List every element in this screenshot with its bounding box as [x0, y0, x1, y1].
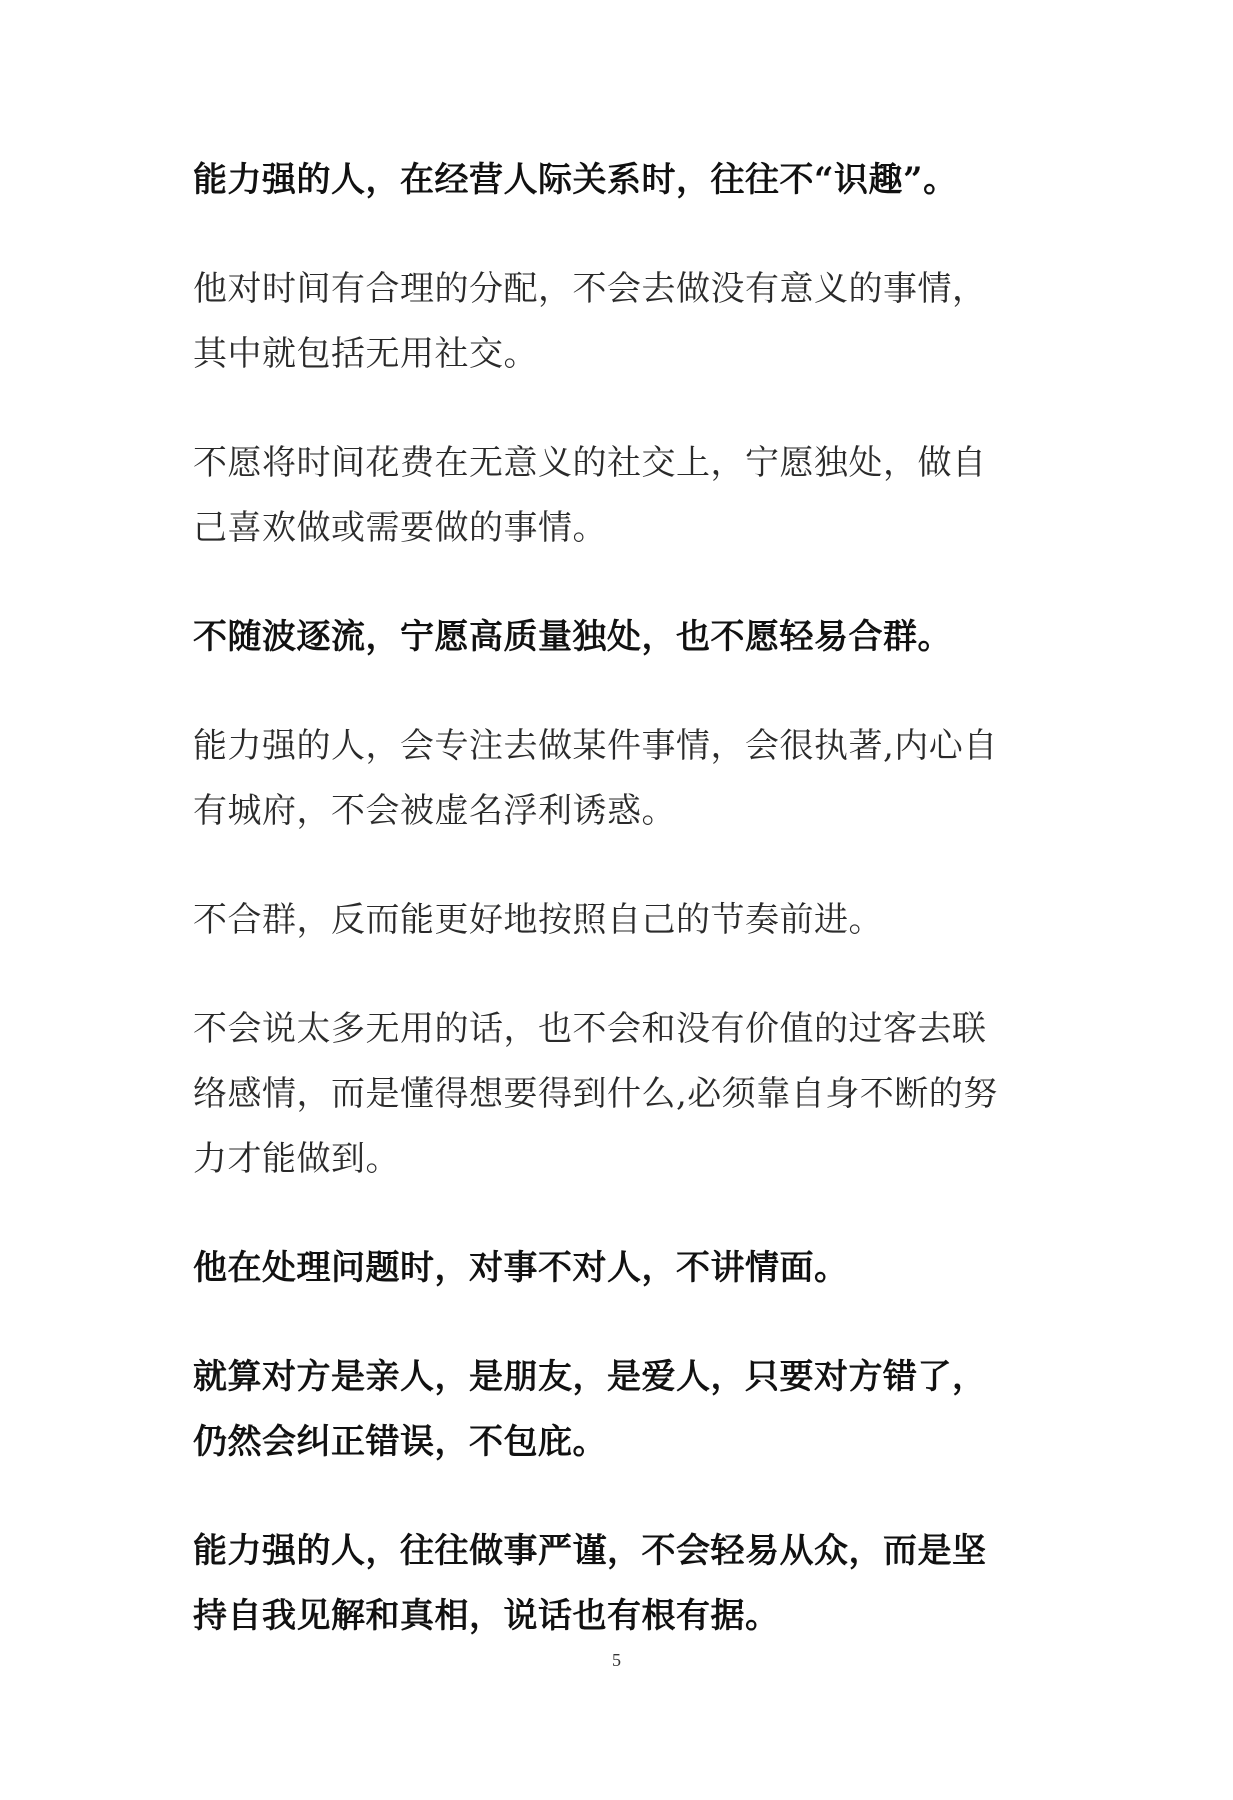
paragraph-1: 能力强的人，在经营人际关系时，往往不“识趣”。: [193, 160, 958, 200]
paragraph-3: 不愿将时间花费在无意义的社交上，宁愿独处，做自己喜欢做或需要做的事情。: [193, 443, 987, 548]
paragraph-8: 他在处理问题时，对事不对人，不讲情面。: [193, 1248, 849, 1288]
paragraph-5: 能力强的人，会专注去做某件事情，会很执著,内心自有城府，不会被虚名浮利诱惑。: [193, 726, 998, 831]
paragraph-10: 能力强的人，往往做事严谨，不会轻易从众，而是坚持自我见解和真相，说话也有根有据。: [193, 1531, 987, 1636]
paragraph-6: 不合群，反而能更好地按照自己的节奏前进。: [193, 900, 883, 940]
paragraph-4: 不随波逐流，宁愿高质量独处，也不愿轻易合群。: [193, 617, 952, 657]
paragraph-2: 他对时间有合理的分配，不会去做没有意义的事情，其中就包括无用社交。: [193, 269, 987, 374]
paragraph-7: 不会说太多无用的话，也不会和没有价值的过客去联络感情，而是懂得想要得到什么,必须靠自身不断的努力才能做到。: [193, 1009, 998, 1179]
page-content: [193, 148, 1013, 1649]
page-number: 5: [612, 1650, 621, 1670]
paragraph-9: 就算对方是亲人，是朋友，是爱人，只要对方错了，仍然会纠正错误，不包庇。: [193, 1357, 987, 1462]
